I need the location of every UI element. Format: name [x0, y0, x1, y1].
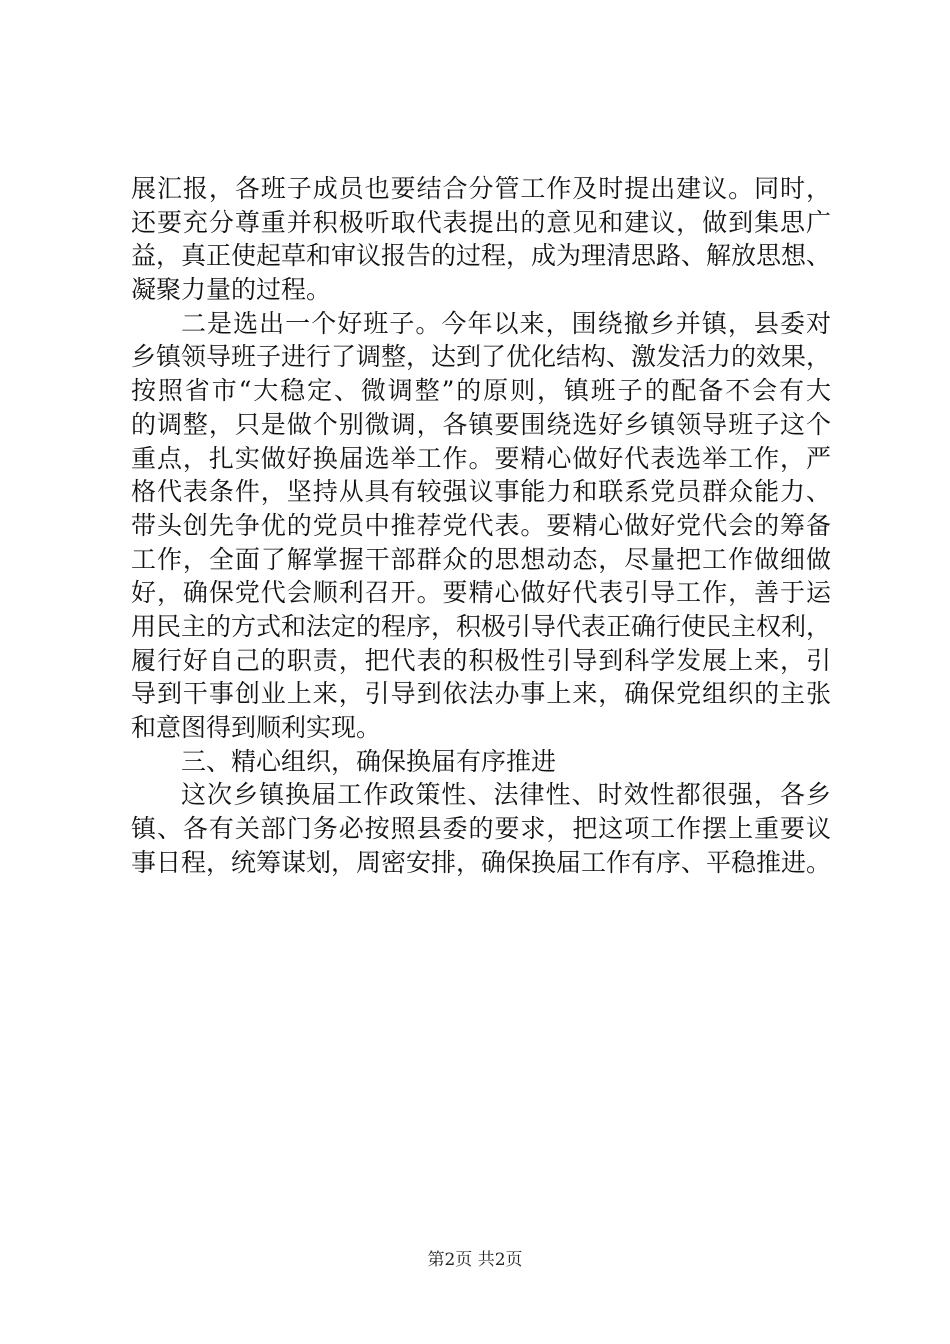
text-line: 二是选出一个好班子。今年以来，围绕撤乡并镇，县委对 [181, 308, 831, 338]
text-line: 按照省市“大稳定、微调整”的原则，镇班子的配备不会有大 [131, 376, 831, 406]
text-line: 和意图得到顺利实现。 [131, 713, 382, 742]
text-line: 格代表条件，坚持从具有较强议事能力和联系党员群众能力、 [131, 477, 831, 507]
page-number-footer: 第2页 共2页 [427, 1250, 523, 1270]
text-line: 乡镇领导班子进行了调整，达到了优化结构、激发活力的效果， [131, 342, 832, 372]
text-line: 导到干事创业上来，引导到依法办事上来，确保党组织的主张 [131, 679, 831, 709]
text-line: 履行好自己的职责，把代表的积极性引导到科学发展上来，引 [131, 645, 831, 675]
text-line: 重点，扎实做好换届选举工作。要精心做好代表选举工作，严 [131, 443, 831, 473]
text-line: 这次乡镇换届工作政策性、法律性、时效性都很强，各乡 [181, 780, 831, 810]
text-line: 益，真正使起草和审议报告的过程，成为理清思路、解放思想、 [131, 241, 832, 271]
text-line: 好，确保党代会顺利召开。要精心做好代表引导工作，善于运 [131, 578, 831, 608]
text-line: 用民主的方式和法定的程序，积极引导代表正确行使民主权利， [131, 611, 832, 641]
document-body [131, 172, 831, 879]
text-line: 带头创先争优的党员中推荐党代表。要精心做好党代会的筹备 [131, 510, 831, 540]
text-line: 工作，全面了解掌握干部群众的思想动态，尽量把工作做细做 [131, 544, 831, 574]
text-line: 凝聚力量的过程。 [131, 275, 332, 305]
text-line: 的调整，只是做个别微调，各镇要围绕选好乡镇领导班子这个 [131, 409, 831, 439]
text-line: 还要充分尊重并积极听取代表提出的意见和建议，做到集思广 [131, 207, 831, 237]
text-line: 事日程，统筹谋划，周密安排，确保换届工作有序、平稳推进。 [131, 847, 832, 877]
text-line: 展汇报，各班子成员也要结合分管工作及时提出建议。同时， [131, 174, 831, 203]
text-line: 镇、各有关部门务必按照县委的要求，把这项工作摆上重要议 [131, 814, 831, 844]
section-heading: 三、精心组织，确保换届有序推进 [181, 746, 557, 776]
